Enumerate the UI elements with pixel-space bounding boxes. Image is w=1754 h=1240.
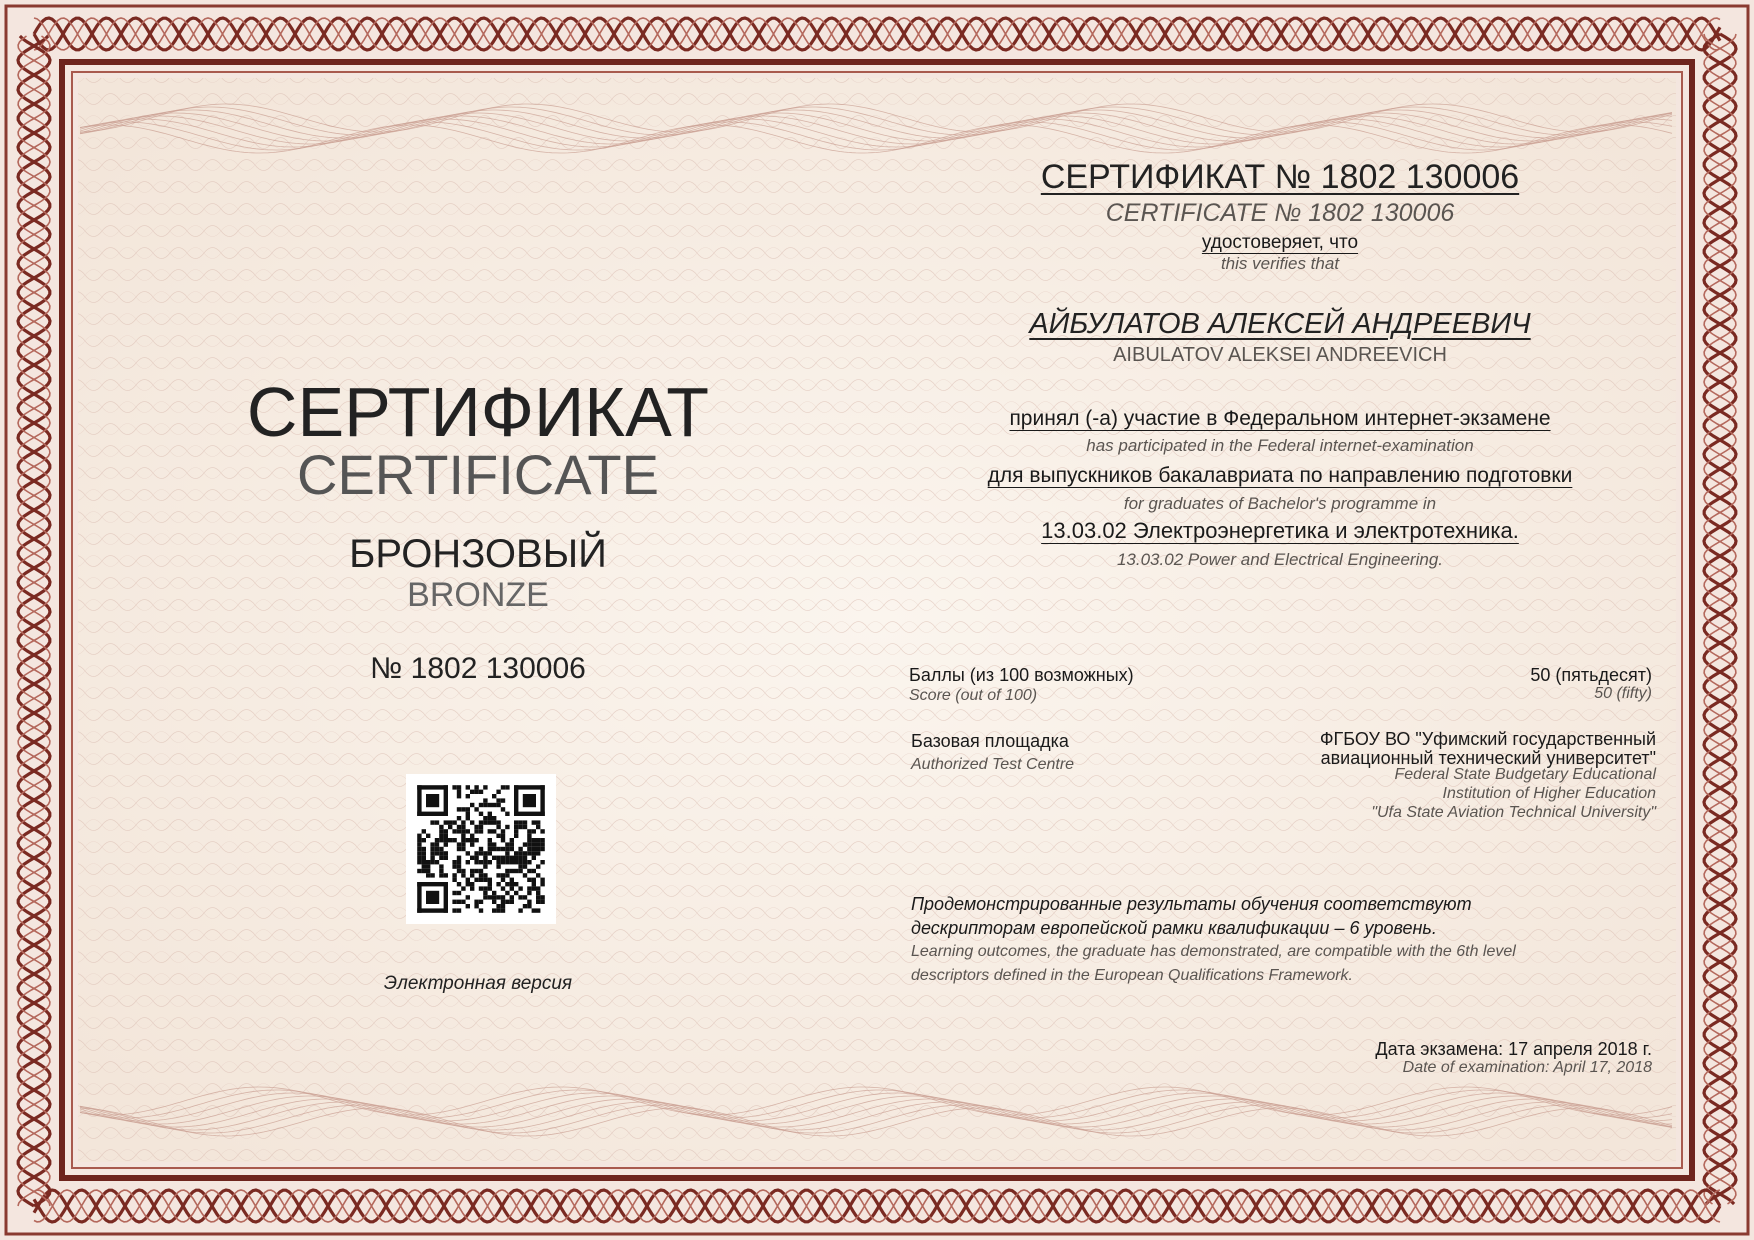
exam-date-ru: Дата экзамена: 17 апреля 2018 г. xyxy=(1375,1039,1652,1059)
holder-name-ru: АЙБУЛАТОВ АЛЕКСЕЙ АНДРЕЕВИЧ xyxy=(1029,308,1531,340)
score-value-ru: 50 (пятьдесят) xyxy=(1530,665,1652,685)
exam-date-en: Date of examination: April 17, 2018 xyxy=(1402,1059,1652,1076)
score-value-en: 50 (fifty) xyxy=(1594,685,1652,702)
holder-name-en: AIBULATOV ALEKSEI ANDREEVICH xyxy=(1113,344,1447,366)
cert-number-ru: СЕРТИФИКАТ № 1802 130006 xyxy=(1040,158,1520,196)
qr-code-icon xyxy=(406,774,556,924)
centre-label-ru: Базовая площадка xyxy=(911,731,1069,751)
outcomes-en-2: descriptors defined in the European Qualifications Framework. xyxy=(911,967,1353,984)
left-level-ru: БРОНЗОВЫЙ xyxy=(349,532,607,576)
outcomes-en-1: Learning outcomes, the graduate has demonstrated, are compatible with the 6th level xyxy=(911,943,1516,960)
centre-label-en: Authorized Test Centre xyxy=(911,756,1075,773)
participated-ru: принял (-а) участие в Федеральном интернет-экзамене xyxy=(1009,407,1551,430)
qr-code xyxy=(406,774,556,924)
electronic-version-label: Электронная версия xyxy=(383,973,573,994)
centre-value-ru-2: авиационный технический университет" xyxy=(1320,748,1656,768)
centre-value-en-2: Institution of Higher Education xyxy=(1442,785,1656,802)
left-title-en: CERTIFICATE xyxy=(297,443,659,506)
participated-en: has participated in the Federal internet-examination xyxy=(1086,436,1474,455)
verifies-en: this verifies that xyxy=(1220,254,1340,273)
graduates-en: for graduates of Bachelor's programme in xyxy=(1123,494,1437,513)
graduates-ru: для выпускников бакалавриата по направлению подготовки xyxy=(987,464,1573,487)
centre-value-en-3: "Ufa State Aviation Technical University" xyxy=(1371,804,1656,821)
cert-number-en: CERTIFICATE № 1802 130006 xyxy=(1105,199,1455,227)
outcomes-ru-2: дескрипторам европейской рамки квалификации – 6 уровень. xyxy=(911,918,1437,938)
centre-value-ru-1: ФГБОУ ВО "Уфимский государственный xyxy=(1319,729,1656,749)
left-cert-number: № 1802 130006 xyxy=(370,652,586,685)
verifies-ru: удостоверяет, что xyxy=(1201,232,1359,253)
centre-value-en-1: Federal State Budgetary Educational xyxy=(1394,766,1656,783)
score-label-ru: Баллы (из 100 возможных) xyxy=(909,665,1134,685)
left-level-en: BRONZE xyxy=(407,576,549,614)
score-label-en: Score (out of 100) xyxy=(909,687,1038,704)
programme-en: 13.03.02 Power and Electrical Engineering. xyxy=(1116,550,1444,569)
left-title-ru: СЕРТИФИКАТ xyxy=(246,373,710,451)
programme-ru: 13.03.02 Электроэнергетика и электротехника. xyxy=(1041,518,1519,543)
outcomes-ru-1: Продемонстрированные результаты обучения соответствуют xyxy=(911,894,1472,914)
